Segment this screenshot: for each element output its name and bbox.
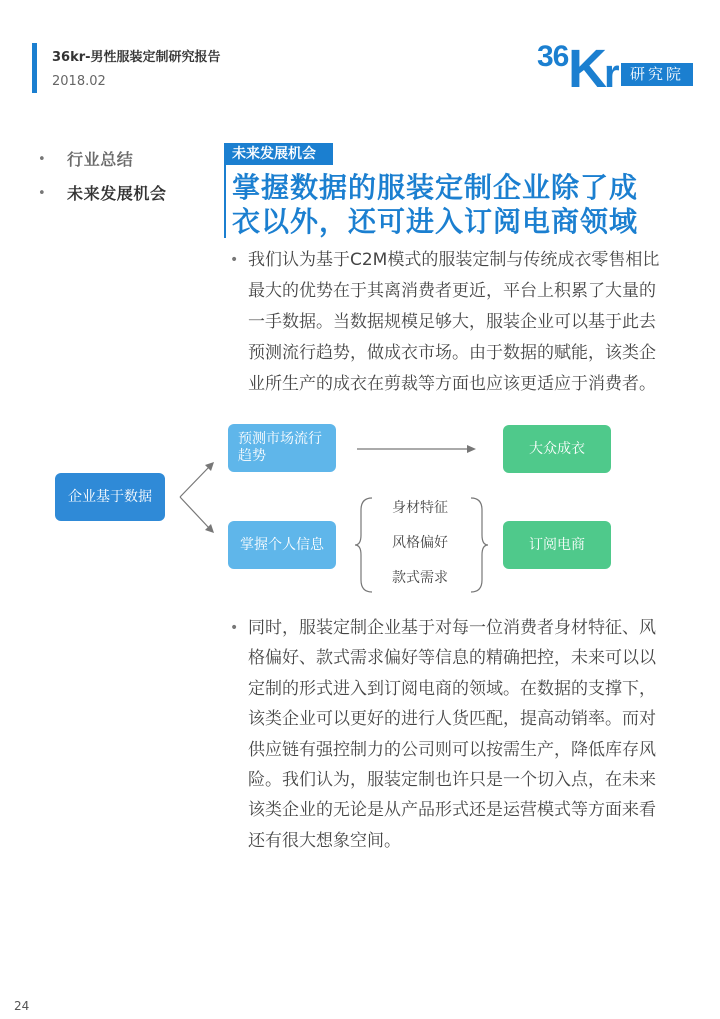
paragraph-1 [248,245,659,400]
paragraph-line: 同时，服装定制企业基于对每一位消费者身材特征、风 [248,618,656,638]
nav-item-future-opportunities [38,184,167,204]
diagram-personal-info-box [228,521,336,569]
diagram-detail-style-preference: 风格偏好 [392,535,448,551]
logo-36: 36 [537,40,569,73]
section-tag: 未来发展机会 [224,143,333,165]
logo-r: r [604,52,620,96]
page-number: 24 [14,999,30,1013]
arrowhead-to-personal-info [205,524,214,533]
arrow-line-to-personal-info [180,497,209,528]
diagram-detail-body-features: 身材特征 [392,500,448,516]
logo-k: K [568,39,607,99]
paragraph-2 [248,613,656,856]
paragraph-line: 定制的形式进入到订阅电商的领域。在数据的支撑下， [248,678,656,699]
paragraph-line: 该类企业的无论是从产品形式还是运营模式等方面来看 [248,800,656,821]
paragraph-line: 我们认为基于C2M模式的服装定制与传统成衣零售相比 [248,250,660,270]
arrowhead-to-mass-apparel [467,445,476,453]
diagram-forecast-box [228,424,336,472]
diagram-subscription-ecommerce-label: 订阅电商 [529,536,585,553]
header-accent-bar [32,43,37,93]
brand-logo [536,39,694,99]
right-brace [471,498,488,592]
report-date: 2018.02 [52,74,106,89]
paragraph-line: 供应链有强控制力的公司则可以按需生产，降低库存风 [248,739,656,760]
paragraph-line: 该类企业可以更好的进行人货匹配，提高动销率。而对 [248,709,656,730]
nav-item-industry-summary [38,150,133,170]
nav-bullet: • [38,152,47,167]
paragraph-line: 还有很大想象空间。 [248,830,401,851]
paragraph-line: 格偏好、款式需求偏好等信息的精确把控，未来可以以 [248,648,656,669]
diagram-mass-apparel-box [503,425,611,473]
diagram-subscription-ecommerce-box [503,521,611,569]
diagram-mass-apparel-label: 大众成衣 [529,440,585,457]
paragraph-line: 险。我们认为，服装定制也许只是一个切入点，在未来 [248,769,656,790]
paragraph-bullet: • [230,252,239,268]
section-heading [232,171,638,239]
arrowhead-to-forecast [205,462,214,471]
diagram-personal-info-label: 掌握个人信息 [240,536,324,553]
logo-badge: 研究院 [621,63,693,86]
nav-bullet: • [38,186,47,201]
report-title: 36kr-男性服装定制研究报告 [52,50,221,65]
nav-item-label: 行业总结 [67,150,134,169]
diagram-source-label: 企业基于数据 [68,488,152,505]
nav-item-label: 未来发展机会 [67,184,167,203]
heading-line: 掌握数据的服装定制企业除了成 [232,171,639,204]
diagram-forecast-label-line: 预测市场流行 [238,431,322,447]
paragraph-line: 业所生产的成衣在剪裁等方面也应该更适应于消费者。 [248,374,656,394]
diagram-forecast-label-line: 趋势 [238,448,266,464]
diagram-source-box [55,473,165,521]
arrow-line-to-forecast [180,467,209,497]
heading-line: 衣以外，还可进入订阅电商领域 [232,205,639,238]
paragraph-bullet: • [230,620,239,636]
diagram-detail-design-needs: 款式需求 [392,570,448,586]
paragraph-line: 一手数据。当数据规模足够大，服装企业可以基于此去 [248,312,656,332]
paragraph-line: 预测流行趋势，做成衣市场。由于数据的赋能，该类企 [248,343,656,363]
paragraph-line: 最大的优势在于其离消费者更近，平台上积累了大量的 [248,281,656,301]
